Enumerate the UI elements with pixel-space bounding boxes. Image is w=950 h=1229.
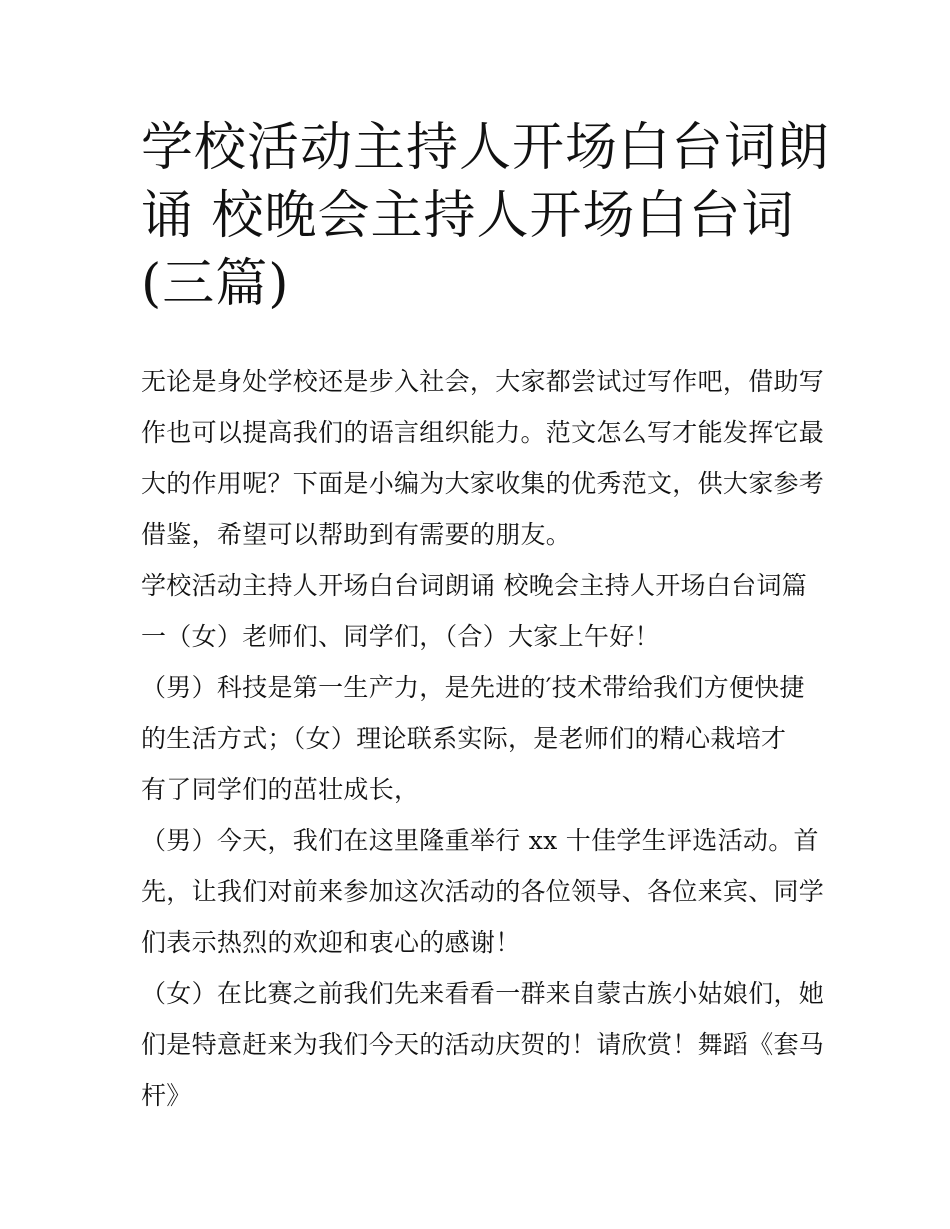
body-line: （女）在比赛之前我们先来看看一群来自蒙古族小姑娘们，她: [141, 979, 825, 1008]
body-line: 们表示热烈的欢迎和衷心的感谢！: [141, 928, 521, 957]
document-title: [141, 114, 831, 318]
body-line: 有了同学们的茁壮成长，: [141, 775, 420, 804]
body-line: 杆》: [141, 1081, 192, 1110]
body-line: 作也可以提高我们的语言组织能力。范文怎么写才能发挥它最: [141, 418, 825, 447]
body-line: （男）今天，我们在这里隆重举行 xx 十佳学生评选活动。首: [141, 826, 819, 855]
body-line: 借鉴，希望可以帮助到有需要的朋友。: [141, 520, 572, 549]
body-line: （男）科技是第一生产力，是先进的′技术带给我们方便快捷: [141, 673, 805, 702]
body-line: 的生活方式；（女）理论联系实际，是老师们的精心栽培才: [141, 724, 787, 753]
title-line: 学校活动主持人开场白台词朗: [141, 118, 831, 178]
body-line: 们是特意赶来为我们今天的活动庆贺的！请欣赏！舞蹈《套马: [141, 1030, 825, 1059]
title-line: 诵 校晚会主持人开场白台词: [141, 186, 795, 246]
title-line: (三篇): [141, 254, 290, 314]
body-line: 学校活动主持人开场白台词朗诵 校晚会主持人开场白台词篇: [141, 571, 808, 600]
document-body: [141, 356, 825, 1121]
body-line: 先，让我们对前来参加这次活动的各位领导、各位来宾、同学: [141, 877, 825, 906]
body-line: 无论是身处学校还是步入社会，大家都尝试过写作吧，借助写: [141, 367, 825, 396]
body-line: 大的作用呢？下面是小编为大家收集的优秀范文，供大家参考: [141, 469, 825, 498]
body-line: 一（女）老师们、同学们，（合）大家上午好！: [141, 622, 660, 651]
